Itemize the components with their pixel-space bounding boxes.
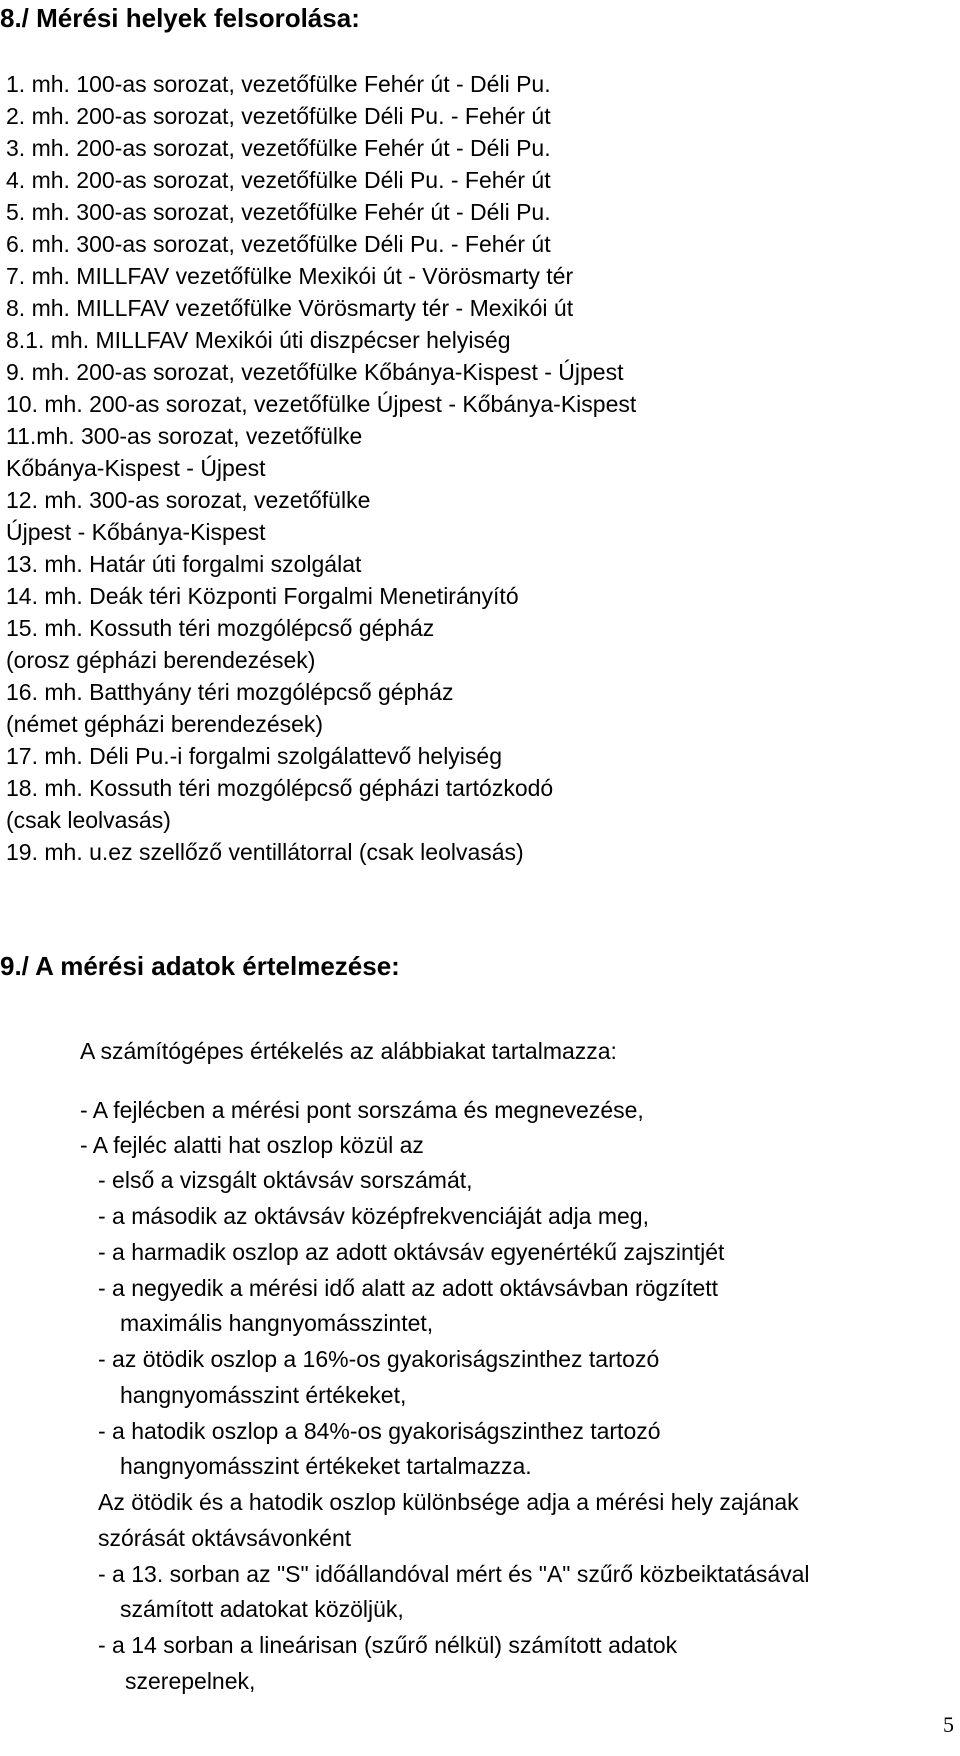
list-item: 4. mh. 200-as sorozat, vezetőfülke Déli Pu. - Fehér út bbox=[6, 167, 551, 193]
section-9-heading: 9./ A mérési adatok értelmezése: bbox=[0, 951, 400, 981]
list-item: Az ötödik és a hatodik oszlop különbsége adja a mérési hely zajának bbox=[98, 1489, 799, 1515]
list-item: - A fejléc alatti hat oszlop közül az bbox=[80, 1132, 424, 1158]
list-item: hangnyomásszint értékeket tartalmazza. bbox=[120, 1453, 532, 1479]
list-item: Újpest - Kőbánya-Kispest bbox=[6, 519, 266, 545]
list-item: 17. mh. Déli Pu.-i forgalmi szolgálattevő helyiség bbox=[6, 743, 503, 769]
list-item: 13. mh. Határ úti forgalmi szolgálat bbox=[6, 551, 362, 577]
list-item: (német gépházi berendezések) bbox=[6, 711, 324, 737]
list-item: - A fejlécben a mérési pont sorszáma és megnevezése, bbox=[80, 1097, 644, 1123]
list-item: (csak leolvasás) bbox=[6, 807, 171, 833]
list-item: szórását oktávsávonként bbox=[98, 1525, 352, 1551]
section-8-heading: 8./ Mérési helyek felsorolása: bbox=[0, 3, 360, 33]
list-item: - a 13. sorban az "S" időállandóval mért és "A" szűrő közbeiktatásával bbox=[98, 1561, 810, 1587]
list-item: (orosz gépházi berendezések) bbox=[6, 647, 316, 673]
list-item: - a negyedik a mérési idő alatt az adott oktávsávban rögzített bbox=[98, 1275, 719, 1301]
list-item: 5. mh. 300-as sorozat, vezetőfülke Fehér út - Déli Pu. bbox=[6, 199, 551, 225]
list-item: 6. mh. 300-as sorozat, vezetőfülke Déli Pu. - Fehér út bbox=[6, 231, 551, 257]
list-item: 7. mh. MILLFAV vezetőfülke Mexikói út - Vörösmarty tér bbox=[6, 263, 574, 289]
list-item: - első a vizsgált oktávsáv sorszámát, bbox=[98, 1167, 473, 1193]
list-item: 8. mh. MILLFAV vezetőfülke Vörösmarty tér - Mexikói út bbox=[6, 295, 574, 321]
list-item: 9. mh. 200-as sorozat, vezetőfülke Kőbánya-Kispest - Újpest bbox=[6, 359, 624, 385]
page-number: 5 bbox=[943, 1712, 954, 1737]
list-item: - a 14 sorban a lineárisan (szűrő nélkül) számított adatok bbox=[98, 1632, 678, 1658]
section-9-intro: A számítógépes értékelés az alábbiakat tartalmazza: bbox=[80, 1038, 617, 1064]
list-item: - a hatodik oszlop a 84%-os gyakoriságszinthez tartozó bbox=[98, 1418, 661, 1444]
list-item: maximális hangnyomásszintet, bbox=[120, 1310, 434, 1336]
list-item: 12. mh. 300-as sorozat, vezetőfülke bbox=[6, 487, 371, 513]
list-item: - a második az oktávsáv középfrekvenciáját adja meg, bbox=[98, 1203, 649, 1229]
list-item: 10. mh. 200-as sorozat, vezetőfülke Újpest - Kőbánya-Kispest bbox=[6, 391, 637, 417]
list-item: 11.mh. 300-as sorozat, vezetőfülke bbox=[6, 423, 363, 449]
list-item: 19. mh. u.ez szellőző ventillátorral (csak leolvasás) bbox=[6, 839, 524, 865]
list-item: 15. mh. Kossuth téri mozgólépcső gépház bbox=[6, 615, 435, 641]
list-item: - az ötödik oszlop a 16%-os gyakoriságszinthez tartozó bbox=[98, 1346, 660, 1372]
list-item: - a harmadik oszlop az adott oktávsáv egyenértékű zajszintjét bbox=[98, 1239, 725, 1265]
list-item: szerepelnek, bbox=[125, 1668, 256, 1694]
list-item: számított adatokat közöljük, bbox=[120, 1596, 404, 1622]
list-item: hangnyomásszint értékeket, bbox=[120, 1382, 407, 1408]
list-item: 16. mh. Batthyány téri mozgólépcső gépház bbox=[6, 679, 454, 705]
list-item: 3. mh. 200-as sorozat, vezetőfülke Fehér út - Déli Pu. bbox=[6, 135, 551, 161]
list-item: 1. mh. 100-as sorozat, vezetőfülke Fehér út - Déli Pu. bbox=[6, 71, 551, 97]
list-item: Kőbánya-Kispest - Újpest bbox=[6, 455, 266, 481]
list-item: 2. mh. 200-as sorozat, vezetőfülke Déli Pu. - Fehér út bbox=[6, 103, 551, 129]
list-item: 8.1. mh. MILLFAV Mexikói úti diszpécser helyiség bbox=[6, 327, 511, 353]
list-item: 18. mh. Kossuth téri mozgólépcső gépházi tartózkodó bbox=[6, 775, 554, 801]
list-item: 14. mh. Deák téri Központi Forgalmi Menetirányító bbox=[6, 583, 519, 609]
